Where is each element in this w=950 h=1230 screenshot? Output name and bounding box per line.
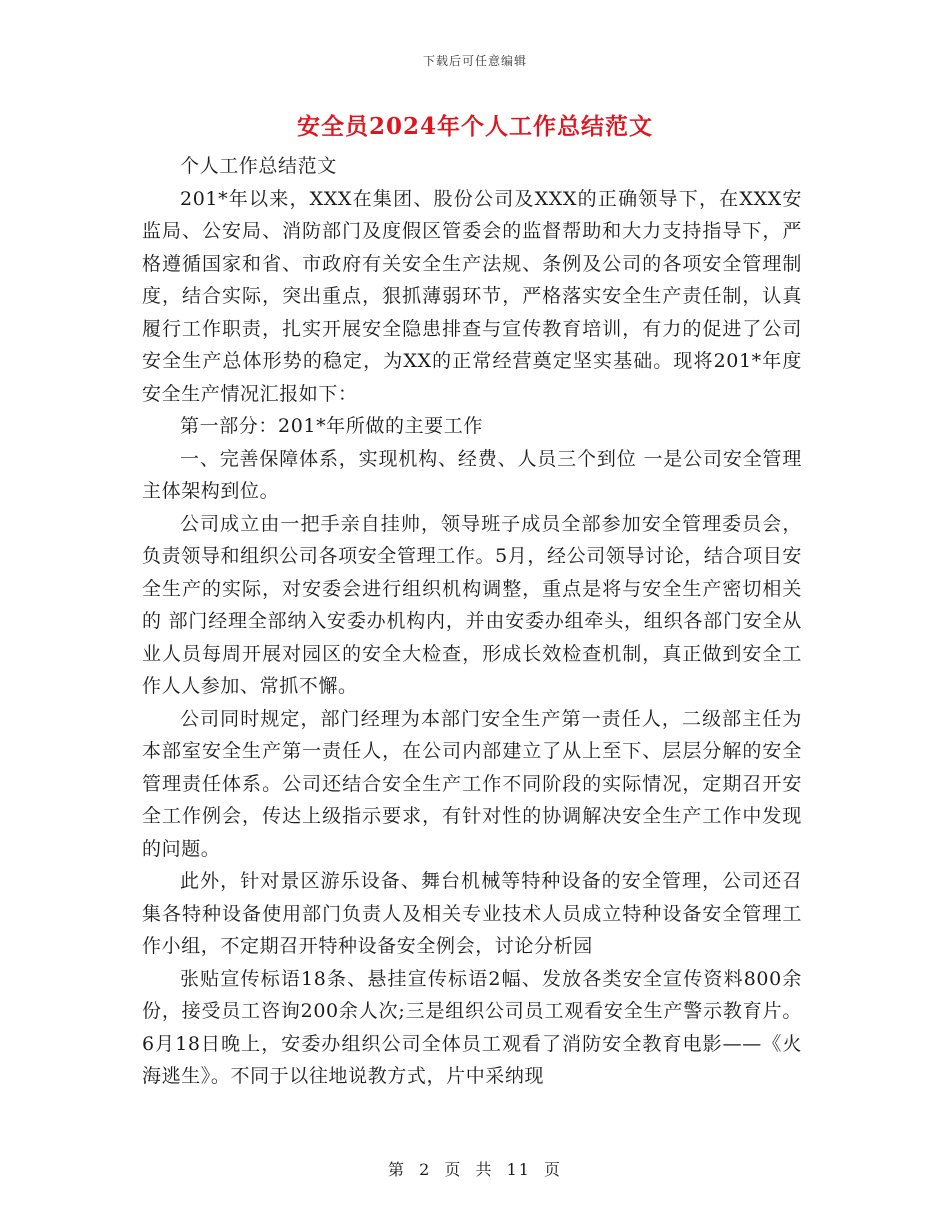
- paragraph: 个人工作总结范文: [180, 155, 337, 177]
- document-body: [142, 150, 802, 1093]
- footer-label-page: 第: [387, 1160, 406, 1179]
- current-page-number: 2: [419, 1160, 432, 1179]
- footer-label-total: 共: [475, 1160, 494, 1179]
- paragraph: 此外，针对景区游乐设备、舞台机械等特种设备的安全管理，公司还召集各特种设备使用部门负责人及相关专业技术人员成立特种设备安全管理工作小组，不定期召开特种设备安全例会，讨论分析园: [142, 870, 802, 957]
- page-footer: [0, 1157, 950, 1180]
- paragraph: 第一部分：201*年所做的主要工作: [180, 415, 483, 437]
- paragraph: 201*年以来，XXX在集团、股份公司及XXX的正确领导下，在XXX安监局、公安局、消防部门及度假区管委会的监督帮助和大力支持指导下，严格遵循国家和省、市政府有关安全生产法规、条例及公司的各项安全管理制度，结合实际，突出重点，狠抓薄弱环节，严格落实安全生产责任制，认真履行工作职责，扎实开展安全隐患排查与宣传教育培训，有力的促进了公司安全生产总体形势的稳定，为XX的正常经营奠定坚实基础。现将201*年度安全生产情况汇报如下：: [142, 187, 802, 405]
- footer-label-unit: 页: [444, 1160, 463, 1179]
- paragraph: 公司同时规定，部门经理为本部门安全生产第一责任人，二级部主任为本部室安全生产第一责任人，在公司内部建立了从上至下、层层分解的安全管理责任体系。公司还结合安全生产工作不同阶段的实际情况，定期召开安全工作例会，传达上级指示要求，有针对性的协调解决安全生产工作中发现的问题。: [142, 707, 802, 860]
- header-note: 下载后可任意编辑: [422, 54, 527, 68]
- paragraph: 公司成立由一把手亲自挂帅，领导班子成员全部参加安全管理委员会，负责领导和组织公司各项安全管理工作。5月，经公司领导讨论，结合项目安全生产的实际，对安委会进行组织机构调整，重点是将与安全生产密切相关的 部门经理全部纳入安委办机构内，并由安委办组牵头，组织各部门安全从业人员每周开展对园区的安全大检查，形成长效检查机制，真正做到安全工作人人参加、常抓不懈。: [142, 512, 802, 697]
- document-title: 安全员2024年个人工作总结范文: [296, 113, 653, 140]
- footer-label-unit-2: 页: [544, 1160, 563, 1179]
- paragraph: 张贴宣传标语18条、悬挂宣传标语2幅、发放各类安全宣传资料800余份，接受员工咨询200余人次;三是组织公司员工观看安全生产警示教育片。 6月18日晚上，安委办组织公司全体员工观看了消防安全教育电影——《火海逃生》。不同于以往地说教方式，片中采纳现: [142, 967, 802, 1087]
- paragraph: 一、完善保障体系，实现机构、经费、人员三个到位 一是公司安全管理主体架构到位。: [142, 447, 802, 502]
- total-pages-number: 11: [506, 1160, 531, 1179]
